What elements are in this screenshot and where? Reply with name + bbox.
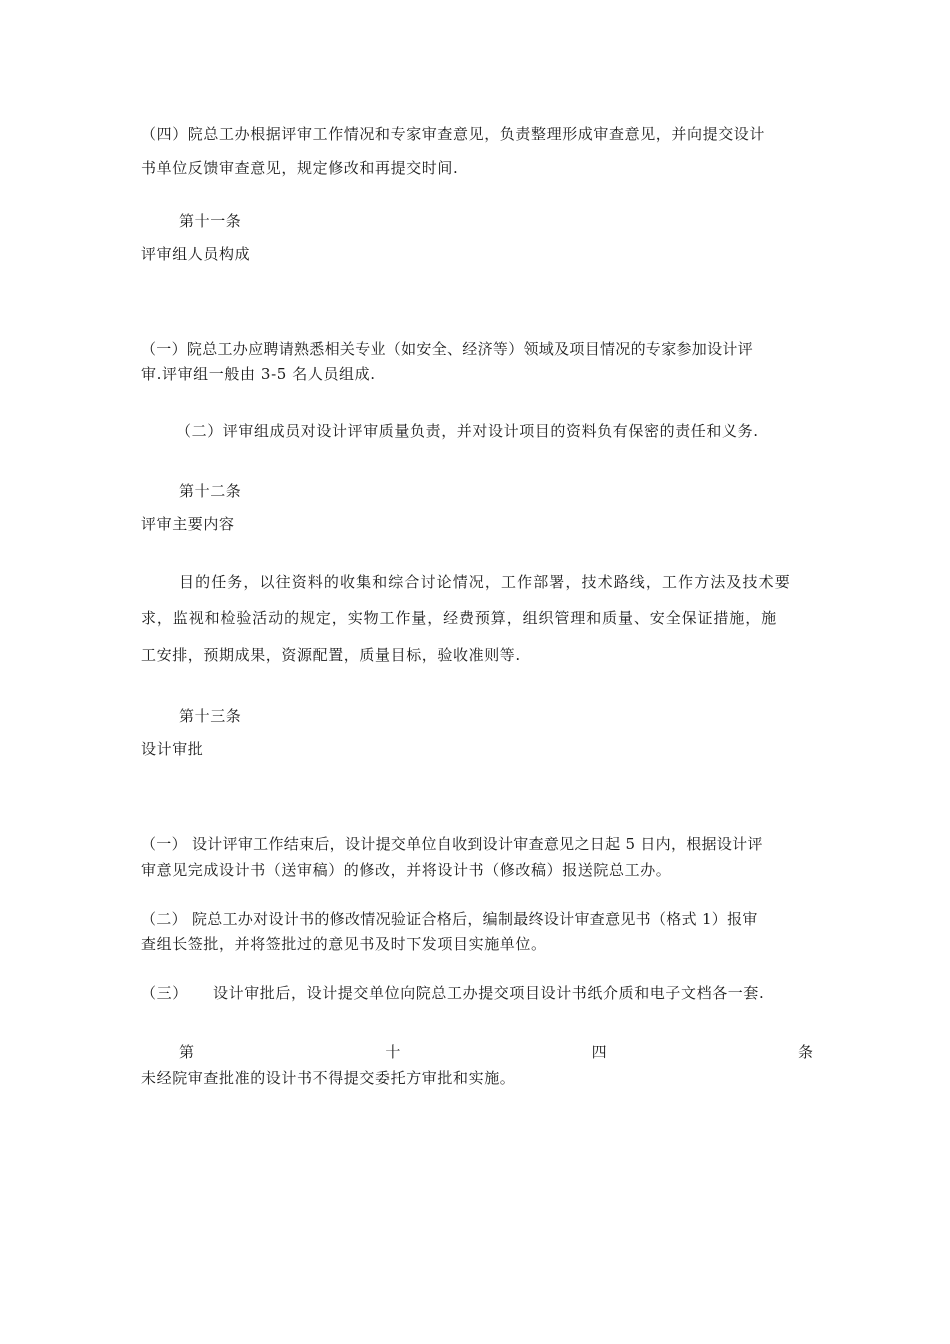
article11-item1-line1: （一）院总工办应聘请熟悉相关专业（如安全、经济等）领域及项目情况的专家参加设计评 bbox=[141, 340, 754, 358]
article12-title: 评审主要内容 bbox=[141, 515, 235, 533]
article14-char-1: 第 bbox=[179, 1043, 195, 1061]
article13-item2-line1: （二） 院总工办对设计书的修改情况验证合格后，编制最终设计审查意见书（格式 1）报审 bbox=[141, 910, 758, 928]
article12-body-line3: 工安排，预期成果，资源配置，质量目标，验收准则等. bbox=[141, 646, 521, 664]
article12-body-line1: 目的任务，以往资料的收集和综合讨论情况，工作部署，技术路线，工作方法及技术要 bbox=[179, 573, 791, 591]
article12-number: 第十二条 bbox=[179, 482, 242, 500]
article14-body: 未经院审查批准的设计书不得提交委托方审批和实施。 bbox=[141, 1069, 516, 1087]
article13-item2-line2: 查组长签批，并将签批过的意见书及时下发项目实施单位。 bbox=[141, 935, 547, 953]
para4-line1: （四）院总工办根据评审工作情况和专家审查意见，负责整理形成审查意见，并向提交设计 bbox=[141, 125, 766, 143]
article13-item1-line2: 审意见完成设计书（送审稿）的修改，并将设计书（修改稿）报送院总工办。 bbox=[141, 861, 672, 879]
para4-line2: 书单位反馈审查意见，规定修改和再提交时间. bbox=[141, 159, 459, 177]
article13-item3-label: （三） bbox=[141, 984, 188, 1002]
article13-number: 第十三条 bbox=[179, 707, 242, 725]
article14-char-3: 四 bbox=[591, 1043, 607, 1061]
article11-title: 评审组人员构成 bbox=[141, 245, 251, 263]
article13-item1-line1: （一） 设计评审工作结束后，设计提交单位自收到设计审查意见之日起 5 日内，根据设计评 bbox=[141, 835, 763, 853]
article11-item2: （二）评审组成员对设计评审质量负责，并对设计项目的资料负有保密的责任和义务. bbox=[176, 422, 759, 440]
article13-item3-text: 设计审批后，设计提交单位向院总工办提交项目设计书纸介质和电子文档各一套. bbox=[213, 984, 765, 1002]
article14-number bbox=[179, 1042, 813, 1062]
article11-item1-line2: 审.评审组一般由 3-5 名人员组成. bbox=[141, 365, 376, 383]
article12-body-line2: 求，监视和检验活动的规定，实物工作量，经费预算，组织管理和质量、安全保证措施，施 bbox=[141, 609, 778, 627]
article14-char-2: 十 bbox=[385, 1043, 401, 1061]
article13-title: 设计审批 bbox=[141, 740, 204, 758]
article14-char-4: 条 bbox=[797, 1043, 813, 1061]
article11-number: 第十一条 bbox=[179, 212, 242, 230]
